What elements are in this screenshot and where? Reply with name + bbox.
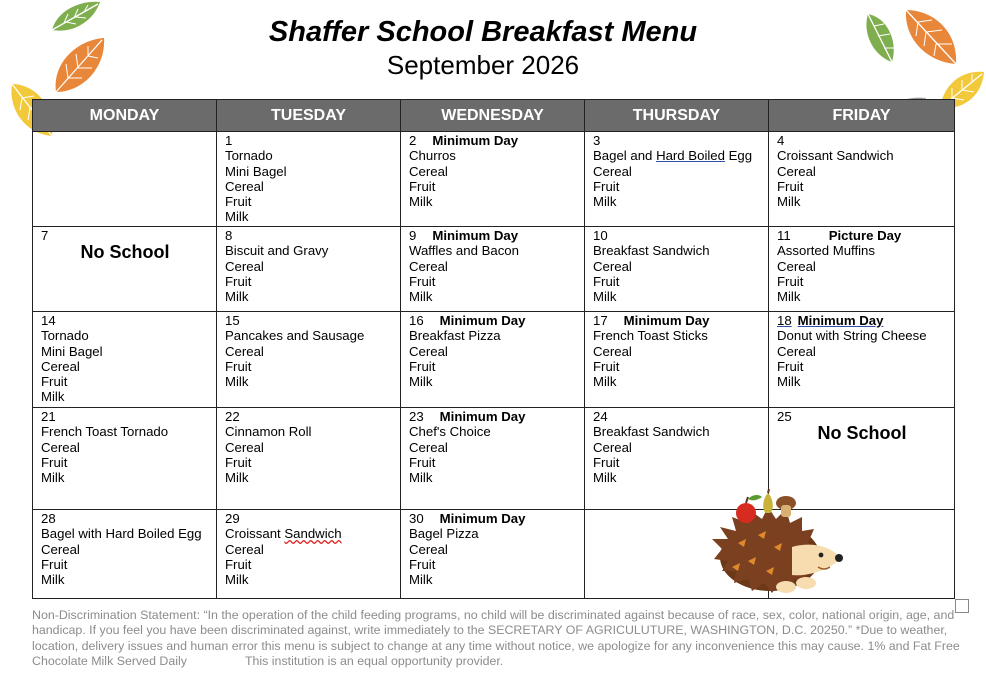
menu-item: Churros — [409, 148, 456, 164]
day-cell — [217, 510, 401, 599]
menu-item: Cereal — [593, 343, 632, 359]
day-number: 15 — [225, 313, 240, 328]
day-cell — [769, 312, 955, 408]
menu-item: Milk — [593, 194, 617, 210]
menu-item: Assorted Muffins — [777, 243, 875, 259]
menu-item: Cereal — [225, 439, 264, 455]
menu-item: Cereal — [409, 258, 448, 274]
menu-item: Cereal — [593, 163, 632, 179]
day-number: 18 — [777, 313, 792, 328]
day-note: Minimum Day — [439, 409, 526, 424]
menu-item: Bagel Pizza — [409, 526, 479, 542]
day-cell — [401, 312, 585, 408]
menu-item: Mini Bagel — [41, 343, 103, 359]
day-number: 23 — [409, 409, 424, 424]
day-number: 25 — [777, 409, 792, 424]
menu-item: Fruit — [225, 358, 252, 374]
menu-item: Breakfast Pizza — [409, 328, 501, 344]
day-note: Minimum Day — [432, 133, 519, 148]
day-cell — [769, 132, 955, 227]
day-cell — [33, 227, 217, 312]
menu-item: Bagel and Hard Boiled Egg — [593, 148, 753, 164]
day-cell — [33, 510, 217, 599]
equal-opportunity-statement: This institution is an equal opportunity provider. — [244, 653, 504, 668]
menu-item: Cereal — [777, 163, 816, 179]
menu-item: Cereal — [409, 439, 448, 455]
day-number: 24 — [593, 409, 608, 424]
day-header: TUESDAY — [217, 100, 401, 132]
menu-item: Cereal — [225, 541, 264, 557]
menu-item: Fruit — [593, 454, 620, 470]
menu-item: Milk — [409, 374, 433, 390]
day-number: 7 — [41, 228, 49, 243]
day-number: 2 — [409, 133, 417, 148]
menu-item: Fruit — [225, 273, 252, 289]
menu-item: Fruit — [777, 358, 804, 374]
day-number: 10 — [593, 228, 608, 243]
menu-item: Croissant Sandwich — [777, 148, 894, 164]
day-cell — [33, 312, 217, 408]
menu-item: Chef's Choice — [409, 424, 491, 440]
page-subtitle: September 2026 — [386, 50, 580, 80]
menu-item: Milk — [409, 572, 433, 588]
menu-item: Fruit — [409, 556, 436, 572]
day-number: 17 — [593, 313, 608, 328]
menu-item: Fruit — [409, 273, 436, 289]
day-cell — [217, 312, 401, 408]
menu-item: Milk — [225, 289, 249, 305]
week-row — [33, 312, 955, 408]
menu-item: Donut with String Cheese — [777, 328, 927, 344]
day-number: 8 — [225, 228, 233, 243]
menu-item: Fruit — [41, 556, 68, 572]
menu-item: Milk — [225, 209, 249, 225]
day-note: Minimum Day — [797, 313, 884, 328]
week-row — [33, 132, 955, 227]
menu-item: Cereal — [225, 178, 264, 194]
menu-item: Milk — [777, 194, 801, 210]
week-row — [33, 227, 955, 312]
day-header: WEDNESDAY — [401, 100, 585, 132]
non-discrimination-statement: Non-Discrimination Statement: “In the operation of the child feeding programs, no child will be discriminated against because of race, sex, color, national origin, age, and handicap. If you feel you have been discriminated against, write immediately to the SECRETARY OF AGRICULUTURE, WASHINGTON, D.C. 20250.” *Due to weather, location, delivery issues and human error this menu is subject to change at any time without notice, we apologize for any inconvenience this may cause. 1% and Fat Free Chocolate Milk Served Daily — [32, 608, 960, 668]
menu-item: Mini Bagel — [225, 163, 287, 179]
day-number: 22 — [225, 409, 240, 424]
menu-item: Bagel with Hard Boiled Egg — [41, 526, 202, 542]
no-school-label: No School — [80, 242, 170, 263]
menu-item: French Toast Sticks — [593, 328, 708, 344]
day-cell — [33, 408, 217, 510]
menu-item: Tornado — [41, 328, 89, 344]
menu-item: Cereal — [409, 541, 448, 557]
day-number: 1 — [225, 133, 233, 148]
day-note: Minimum Day — [623, 313, 710, 328]
menu-item: Tornado — [225, 148, 273, 164]
menu-item: Pancakes and Sausage — [225, 328, 365, 344]
page-title: Shaffer School Breakfast Menu — [268, 16, 698, 48]
menu-item: Milk — [225, 374, 249, 390]
day-number: 28 — [41, 511, 56, 526]
menu-item: Croissant Sandwich — [225, 526, 342, 542]
menu-item: Milk — [409, 289, 433, 305]
menu-item: Fruit — [593, 178, 620, 194]
menu-item: Fruit — [409, 358, 436, 374]
menu-item: Breakfast Sandwich — [593, 243, 710, 259]
menu-item: Fruit — [593, 273, 620, 289]
menu-item: Cereal — [409, 343, 448, 359]
day-number: 4 — [777, 133, 785, 148]
menu-item: Fruit — [777, 273, 804, 289]
menu-item: Fruit — [409, 178, 436, 194]
menu-item: Waffles and Bacon — [409, 243, 519, 259]
menu-item: Fruit — [41, 374, 68, 390]
footer-disclaimer — [32, 608, 962, 669]
day-number: 11 — [777, 228, 791, 243]
menu-item: Fruit — [225, 454, 252, 470]
menu-item: Milk — [409, 194, 433, 210]
day-cell — [401, 408, 585, 510]
day-number: 30 — [409, 511, 424, 526]
menu-item: Milk — [593, 374, 617, 390]
menu-item: Cereal — [41, 358, 80, 374]
day-cell — [217, 132, 401, 227]
menu-item: Milk — [593, 289, 617, 305]
menu-item: Fruit — [225, 556, 252, 572]
menu-item: Fruit — [409, 454, 436, 470]
day-cell — [585, 132, 769, 227]
menu-item: Cereal — [41, 439, 80, 455]
day-header: MONDAY — [33, 100, 217, 132]
menu-item: Cereal — [41, 541, 80, 557]
day-cell — [401, 132, 585, 227]
day-cell — [217, 227, 401, 312]
menu-item: Milk — [777, 374, 801, 390]
menu-item: Cereal — [409, 163, 448, 179]
day-number: 16 — [409, 313, 424, 328]
menu-item: Milk — [41, 470, 65, 486]
day-cell-empty — [33, 132, 217, 227]
menu-item: Cereal — [225, 343, 264, 359]
menu-item: French Toast Tornado — [41, 424, 169, 440]
menu-item: Milk — [225, 470, 249, 486]
menu-item: Cinnamon Roll — [225, 424, 312, 440]
day-cell — [217, 408, 401, 510]
menu-item: Fruit — [593, 358, 620, 374]
day-header: THURSDAY — [585, 100, 769, 132]
menu-item: Cereal — [777, 343, 816, 359]
day-number: 29 — [225, 511, 240, 526]
day-cell — [585, 312, 769, 408]
day-cell — [401, 227, 585, 312]
menu-item: Cereal — [593, 258, 632, 274]
menu-item: Milk — [41, 572, 65, 588]
day-note: Minimum Day — [439, 313, 526, 328]
menu-item: Fruit — [225, 194, 252, 210]
day-number: 14 — [41, 313, 56, 328]
menu-item: Milk — [593, 470, 617, 486]
menu-item: Milk — [777, 289, 801, 305]
hedgehog-icon — [708, 487, 846, 597]
menu-item: Breakfast Sandwich — [593, 424, 710, 440]
day-note: Minimum Day — [439, 511, 526, 526]
day-number: 3 — [593, 133, 601, 148]
menu-item: Fruit — [777, 178, 804, 194]
menu-item: Cereal — [777, 258, 816, 274]
day-number: 21 — [41, 409, 56, 424]
menu-item: Biscuit and Gravy — [225, 243, 329, 259]
menu-item: Milk — [225, 572, 249, 588]
menu-item: Milk — [409, 470, 433, 486]
day-cell — [401, 510, 585, 599]
day-note: Picture Day — [828, 228, 902, 243]
menu-item: Milk — [41, 389, 65, 405]
menu-item: Cereal — [593, 439, 632, 455]
day-number: 9 — [409, 228, 417, 243]
menu-item: Cereal — [225, 258, 264, 274]
day-cell — [585, 227, 769, 312]
menu-item: Fruit — [41, 454, 68, 470]
day-cell — [769, 227, 955, 312]
day-note: Minimum Day — [432, 228, 519, 243]
weekday-header-row — [33, 100, 955, 132]
day-header: FRIDAY — [769, 100, 955, 132]
no-school-label: No School — [817, 423, 907, 444]
